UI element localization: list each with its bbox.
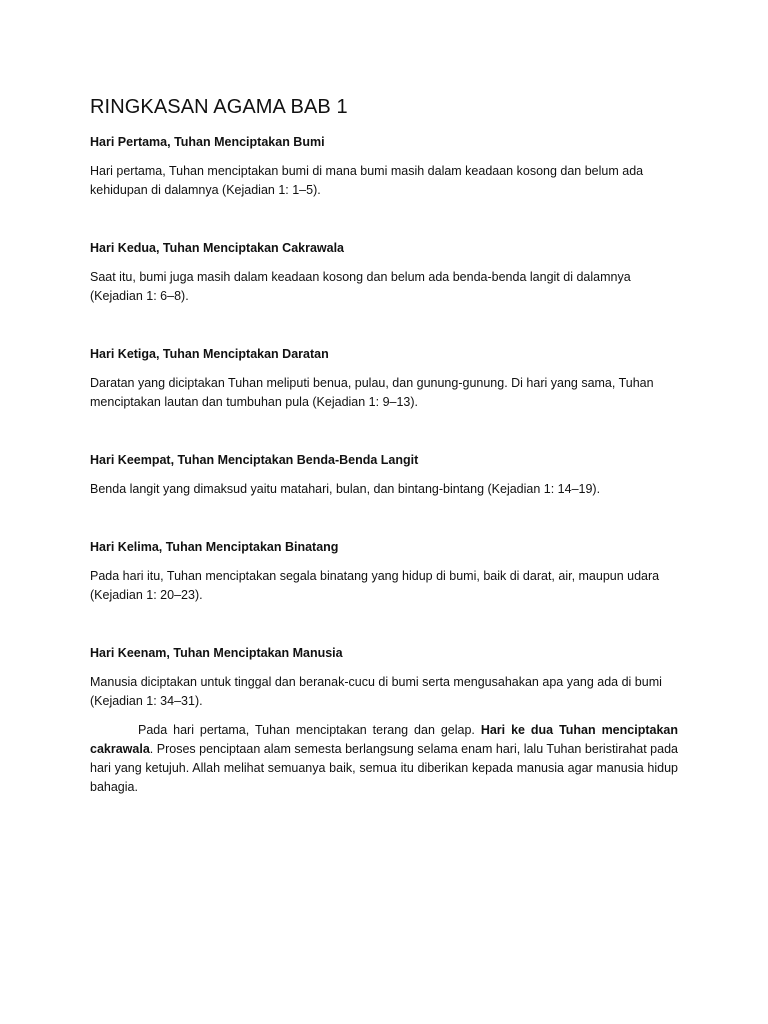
closing-text-1: Pada hari pertama, Tuhan menciptakan terang dan gelap. [138, 723, 481, 737]
section-body-day-4: Benda langit yang dimaksud yaitu matahari, bulan, dan bintang-bintang (Kejadian 1: 14–19). [90, 482, 601, 496]
section-body-day-6: Manusia diciptakan untuk tinggal dan beranak-cucu di bumi serta mengusahakan apa yang ada di bumi (Kejadian 1: 34–31). [90, 675, 662, 708]
closing-bold-text: Hari ke dua Tuhan menciptakan cakrawala [90, 723, 678, 756]
section-heading-day-6: Hari Keenam, Tuhan Menciptakan Manusia [90, 646, 343, 660]
section-body-day-5: Pada hari itu, Tuhan menciptakan segala binatang yang hidup di bumi, baik di darat, air, maupun udara (Kejadian 1: 20–23). [90, 569, 660, 602]
section-heading-day-4: Hari Keempat, Tuhan Menciptakan Benda-Benda Langit [90, 453, 419, 467]
section-body-day-2: Saat itu, bumi juga masih dalam keadaan kosong dan belum ada benda-benda langit di dalamnya (Kejadian 1: 6–8). [90, 270, 631, 303]
section-heading-day-5: Hari Kelima, Tuhan Menciptakan Binatang [90, 540, 339, 554]
section-heading-day-1: Hari Pertama, Tuhan Menciptakan Bumi [90, 135, 325, 149]
section-body-day-1: Hari pertama, Tuhan menciptakan bumi di mana bumi masih dalam keadaan kosong dan belum ada kehidupan di dalamnya (Kejadian 1: 1–5). [90, 164, 644, 197]
section-body-day-3: Daratan yang diciptakan Tuhan meliputi benua, pulau, dan gunung-gunung. Di hari yang sama, Tuhan menciptakan lautan dan tumbuhan pula (Kejadian 1: 9–13). [90, 376, 654, 409]
closing-text-2: . Proses penciptaan alam semesta berlangsung selama enam hari, lalu Tuhan beristirahat pada hari yang ketujuh. Allah melihat semuanya baik, semua itu diberikan kepada manusia agar manusia hidup bahagia. [90, 742, 678, 794]
closing-paragraph [90, 721, 678, 797]
section-heading-day-2: Hari Kedua, Tuhan Menciptakan Cakrawala [90, 241, 345, 255]
section-heading-day-3: Hari Ketiga, Tuhan Menciptakan Daratan [90, 347, 329, 361]
document-title: RINGKASAN AGAMA BAB 1 [90, 96, 348, 118]
